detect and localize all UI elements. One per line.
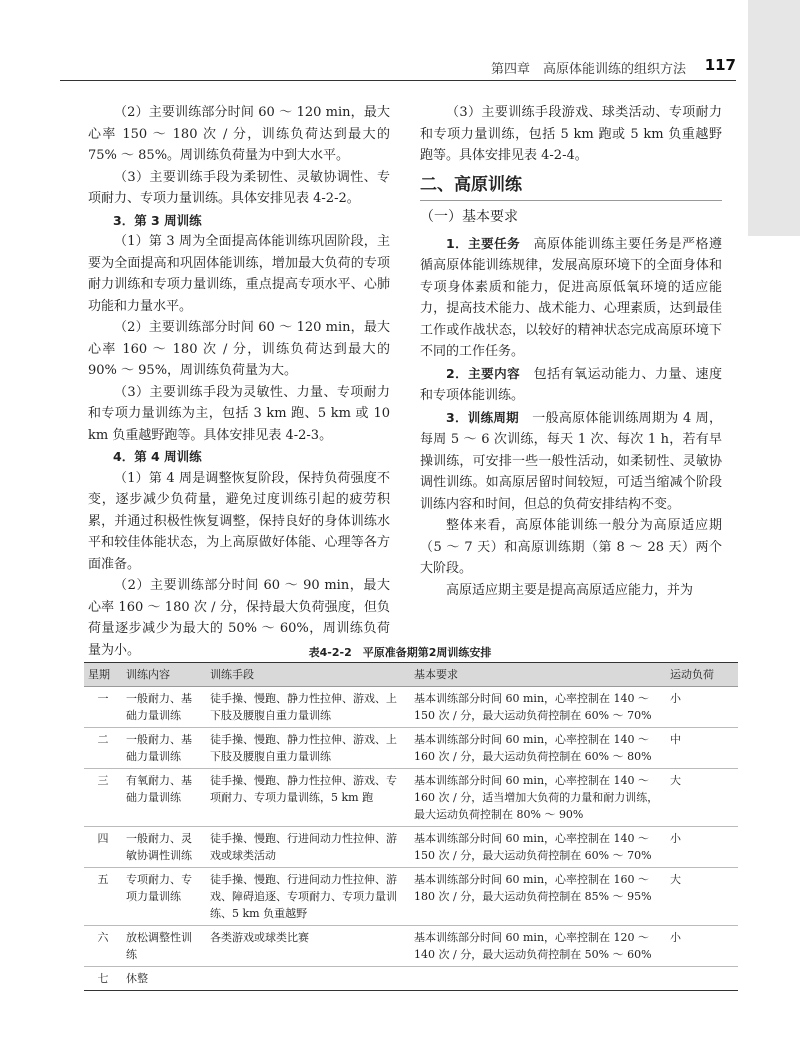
cell-content: 有氧耐力、基础力量训练 [122, 769, 206, 827]
running-header [60, 52, 736, 81]
paragraph: （2）主要训练部分时间 60 ～ 90 min，最大心率 160 ～ 180 次 / 分，保持最大负荷强度，但负荷量逐步减少为最大的 50% ～ 60%，周训练负荷量为小。 [88, 578, 390, 658]
cell-content: 一般耐力、灵敏协调性训练 [122, 827, 206, 868]
right-column [420, 102, 722, 601]
cell-method: 徒手操、慢跑、行进间动力性拉伸、游戏、障碍追逐、专项耐力、专项力量训练、5 km 负重越野 [206, 868, 410, 926]
column-header: 运动负荷 [666, 663, 738, 687]
cell-load: 大 [666, 769, 738, 827]
table-row [84, 769, 738, 827]
table-row [84, 868, 738, 926]
heading-week-4: 4．第 4 周训练 [113, 449, 202, 464]
training-schedule-table [84, 662, 738, 991]
paragraph: （1）第 4 周是调整恢复阶段，保持负荷强度不变，逐步减少负荷量，避免过度训练引起的疲劳积累，并通过积极性恢复调整，保持良好的身体训练水平和较佳体能状态，为上高原做好体能、心理等各方面准备。 [88, 470, 390, 572]
paragraph: 整体来看，高原体能训练一般分为高原适应期（5 ～ 7 天）和高原训练期（第 8 ～ 28 天）两个大阶段。 [420, 518, 722, 576]
paragraph-text: 高原体能训练主要任务是严格遵循高原体能训练规律，发展高原环境下的全面身体和专项身体素质和能力，促进高原低氧环境的适应能力，提高技术能力、战术能力、心理素质，达到最佳工作或作战状态，以较好的精神状态完成高原环境下不同的工作任务。 [420, 236, 722, 359]
page-number: 117 [704, 56, 736, 74]
table-header-row [84, 663, 738, 687]
page-side-tab [748, 0, 800, 236]
left-column [88, 102, 390, 661]
cell-load: 小 [666, 687, 738, 728]
keyword: 1．主要任务 [446, 235, 521, 251]
cell-day: 二 [84, 728, 122, 769]
column-header: 训练手段 [206, 663, 410, 687]
keyword: 2．主要内容 [446, 365, 521, 381]
cell-day: 三 [84, 769, 122, 827]
cell-method: 各类游戏或球类比赛 [206, 926, 410, 967]
table-row [84, 827, 738, 868]
cell-content: 专项耐力、专项力量训练 [122, 868, 206, 926]
table-caption: 表4-2-2 平原准备期第2周训练安排 [308, 646, 492, 659]
cell-method: 徒手操、慢跑、静力性拉伸、游戏、上下肢及腰腹自重力量训练 [206, 728, 410, 769]
cell-requirement: 基本训练部分时间 60 min，心率控制在 140 ～ 160 次 / 分，适当增加大负荷的力量和耐力训练，最大运动负荷控制在 80% ～ 90% [410, 769, 666, 827]
paragraph-training-cycle [420, 407, 722, 516]
paragraph: 高原适应期主要是提高高原适应能力，并为 [446, 582, 694, 598]
table-row [84, 728, 738, 769]
cell-day: 七 [84, 967, 122, 991]
paragraph-main-content [420, 363, 722, 407]
cell-requirement: 基本训练部分时间 60 min，心率控制在 140 ～ 160 次 / 分，最大运动负荷控制在 60% ～ 80% [410, 728, 666, 769]
cell-requirement: 基本训练部分时间 60 min，心率控制在 120 ～ 140 次 / 分，最大运动负荷控制在 50% ～ 60% [410, 926, 666, 967]
heading-week-3: 3．第 3 周训练 [113, 212, 202, 228]
cell-day: 五 [84, 868, 122, 926]
cell-content: 一般耐力、基础力量训练 [122, 728, 206, 769]
cell-requirement [410, 967, 666, 991]
cell-method: 徒手操、慢跑、静力性拉伸、游戏、专项耐力、专项力量训练，5 km 跑 [206, 769, 410, 827]
cell-content: 休整 [122, 967, 206, 991]
cell-content: 一般耐力、基础力量训练 [122, 687, 206, 728]
cell-method [206, 967, 410, 991]
cell-requirement: 基本训练部分时间 60 min，心率控制在 140 ～ 150 次 / 分，最大运动负荷控制在 60% ～ 70% [410, 827, 666, 868]
cell-load: 小 [666, 926, 738, 967]
cell-method: 徒手操、慢跑、行进间动力性拉伸、游戏或球类活动 [206, 827, 410, 868]
cell-day: 六 [84, 926, 122, 967]
paragraph-text: 一般高原体能训练周期为 4 周，每周 5 ～ 6 次训练，每天 1 次、每次 1 h，若有早操训练，可安排一些一般性活动，如柔韧性、灵敏协调性训练。如高原居留时间较短，可适当缩减个阶段训练内容和时间，但总的负荷安排结构不变。 [420, 410, 722, 512]
paragraph-text: 包括有氧运动能力、力量、速度和专项体能训练。 [420, 366, 722, 403]
subsection-title: （一）基本要求 [420, 209, 518, 225]
column-header: 基本要求 [410, 663, 666, 687]
paragraph: （3）主要训练手段为灵敏性、力量、专项耐力和专项力量训练为主，包括 3 km 跑、5 km 或 10 km 负重越野跑等。具体安排见表 4-2-3。 [88, 384, 390, 443]
cell-day: 四 [84, 827, 122, 868]
table-row [84, 926, 738, 967]
cell-load: 小 [666, 827, 738, 868]
cell-load: 大 [666, 868, 738, 926]
table-row [84, 967, 738, 991]
section-title: 二、高原训练 [420, 175, 722, 202]
paragraph: （3）主要训练手段游戏、球类活动、专项耐力和专项力量训练，包括 5 km 跑或 5 km 负重越野跑等。具体安排见表 4-2-4。 [420, 105, 722, 163]
column-header: 星期 [84, 663, 122, 687]
paragraph: （2）主要训练部分时间 60 ～ 120 min，最大心率 150 ～ 180 次 / 分，训练负荷达到最大的 75% ～ 85%。周训练负荷量为中到大水平。 [88, 105, 390, 163]
paragraph: （3）主要训练手段为柔韧性、灵敏协调性、专项耐力、专项力量训练。具体安排见表 4-2-2。 [88, 169, 390, 206]
keyword: 3．训练周期 [446, 409, 519, 425]
paragraph: （2）主要训练部分时间 60 ～ 120 min，最大心率 160 ～ 180 次 / 分，训练负荷达到最大的 90% ～ 95%，周训练负荷量为大。 [88, 320, 390, 378]
cell-load: 中 [666, 728, 738, 769]
column-header: 训练内容 [122, 663, 206, 687]
cell-method: 徒手操、慢跑、静力性拉伸、游戏、上下肢及腰腹自重力量训练 [206, 687, 410, 728]
paragraph: （1）第 3 周为全面提高体能训练巩固阶段，主要为全面提高和巩固体能训练，增加最大负荷的专项耐力训练和专项力量训练，重点提高专项水平、心肺功能和力量水平。 [88, 234, 390, 314]
chapter-title: 第四章 高原体能训练的组织方法 [490, 62, 686, 77]
cell-requirement: 基本训练部分时间 60 min，心率控制在 140 ～ 150 次 / 分，最大运动负荷控制在 60% ～ 70% [410, 687, 666, 728]
cell-content: 放松调整性训练 [122, 926, 206, 967]
cell-day: 一 [84, 687, 122, 728]
table-row [84, 687, 738, 728]
paragraph-main-task [420, 233, 722, 363]
cell-requirement: 基本训练部分时间 60 min，心率控制在 160 ～ 180 次 / 分，最大运动负荷控制在 85% ～ 95% [410, 868, 666, 926]
cell-load [666, 967, 738, 991]
